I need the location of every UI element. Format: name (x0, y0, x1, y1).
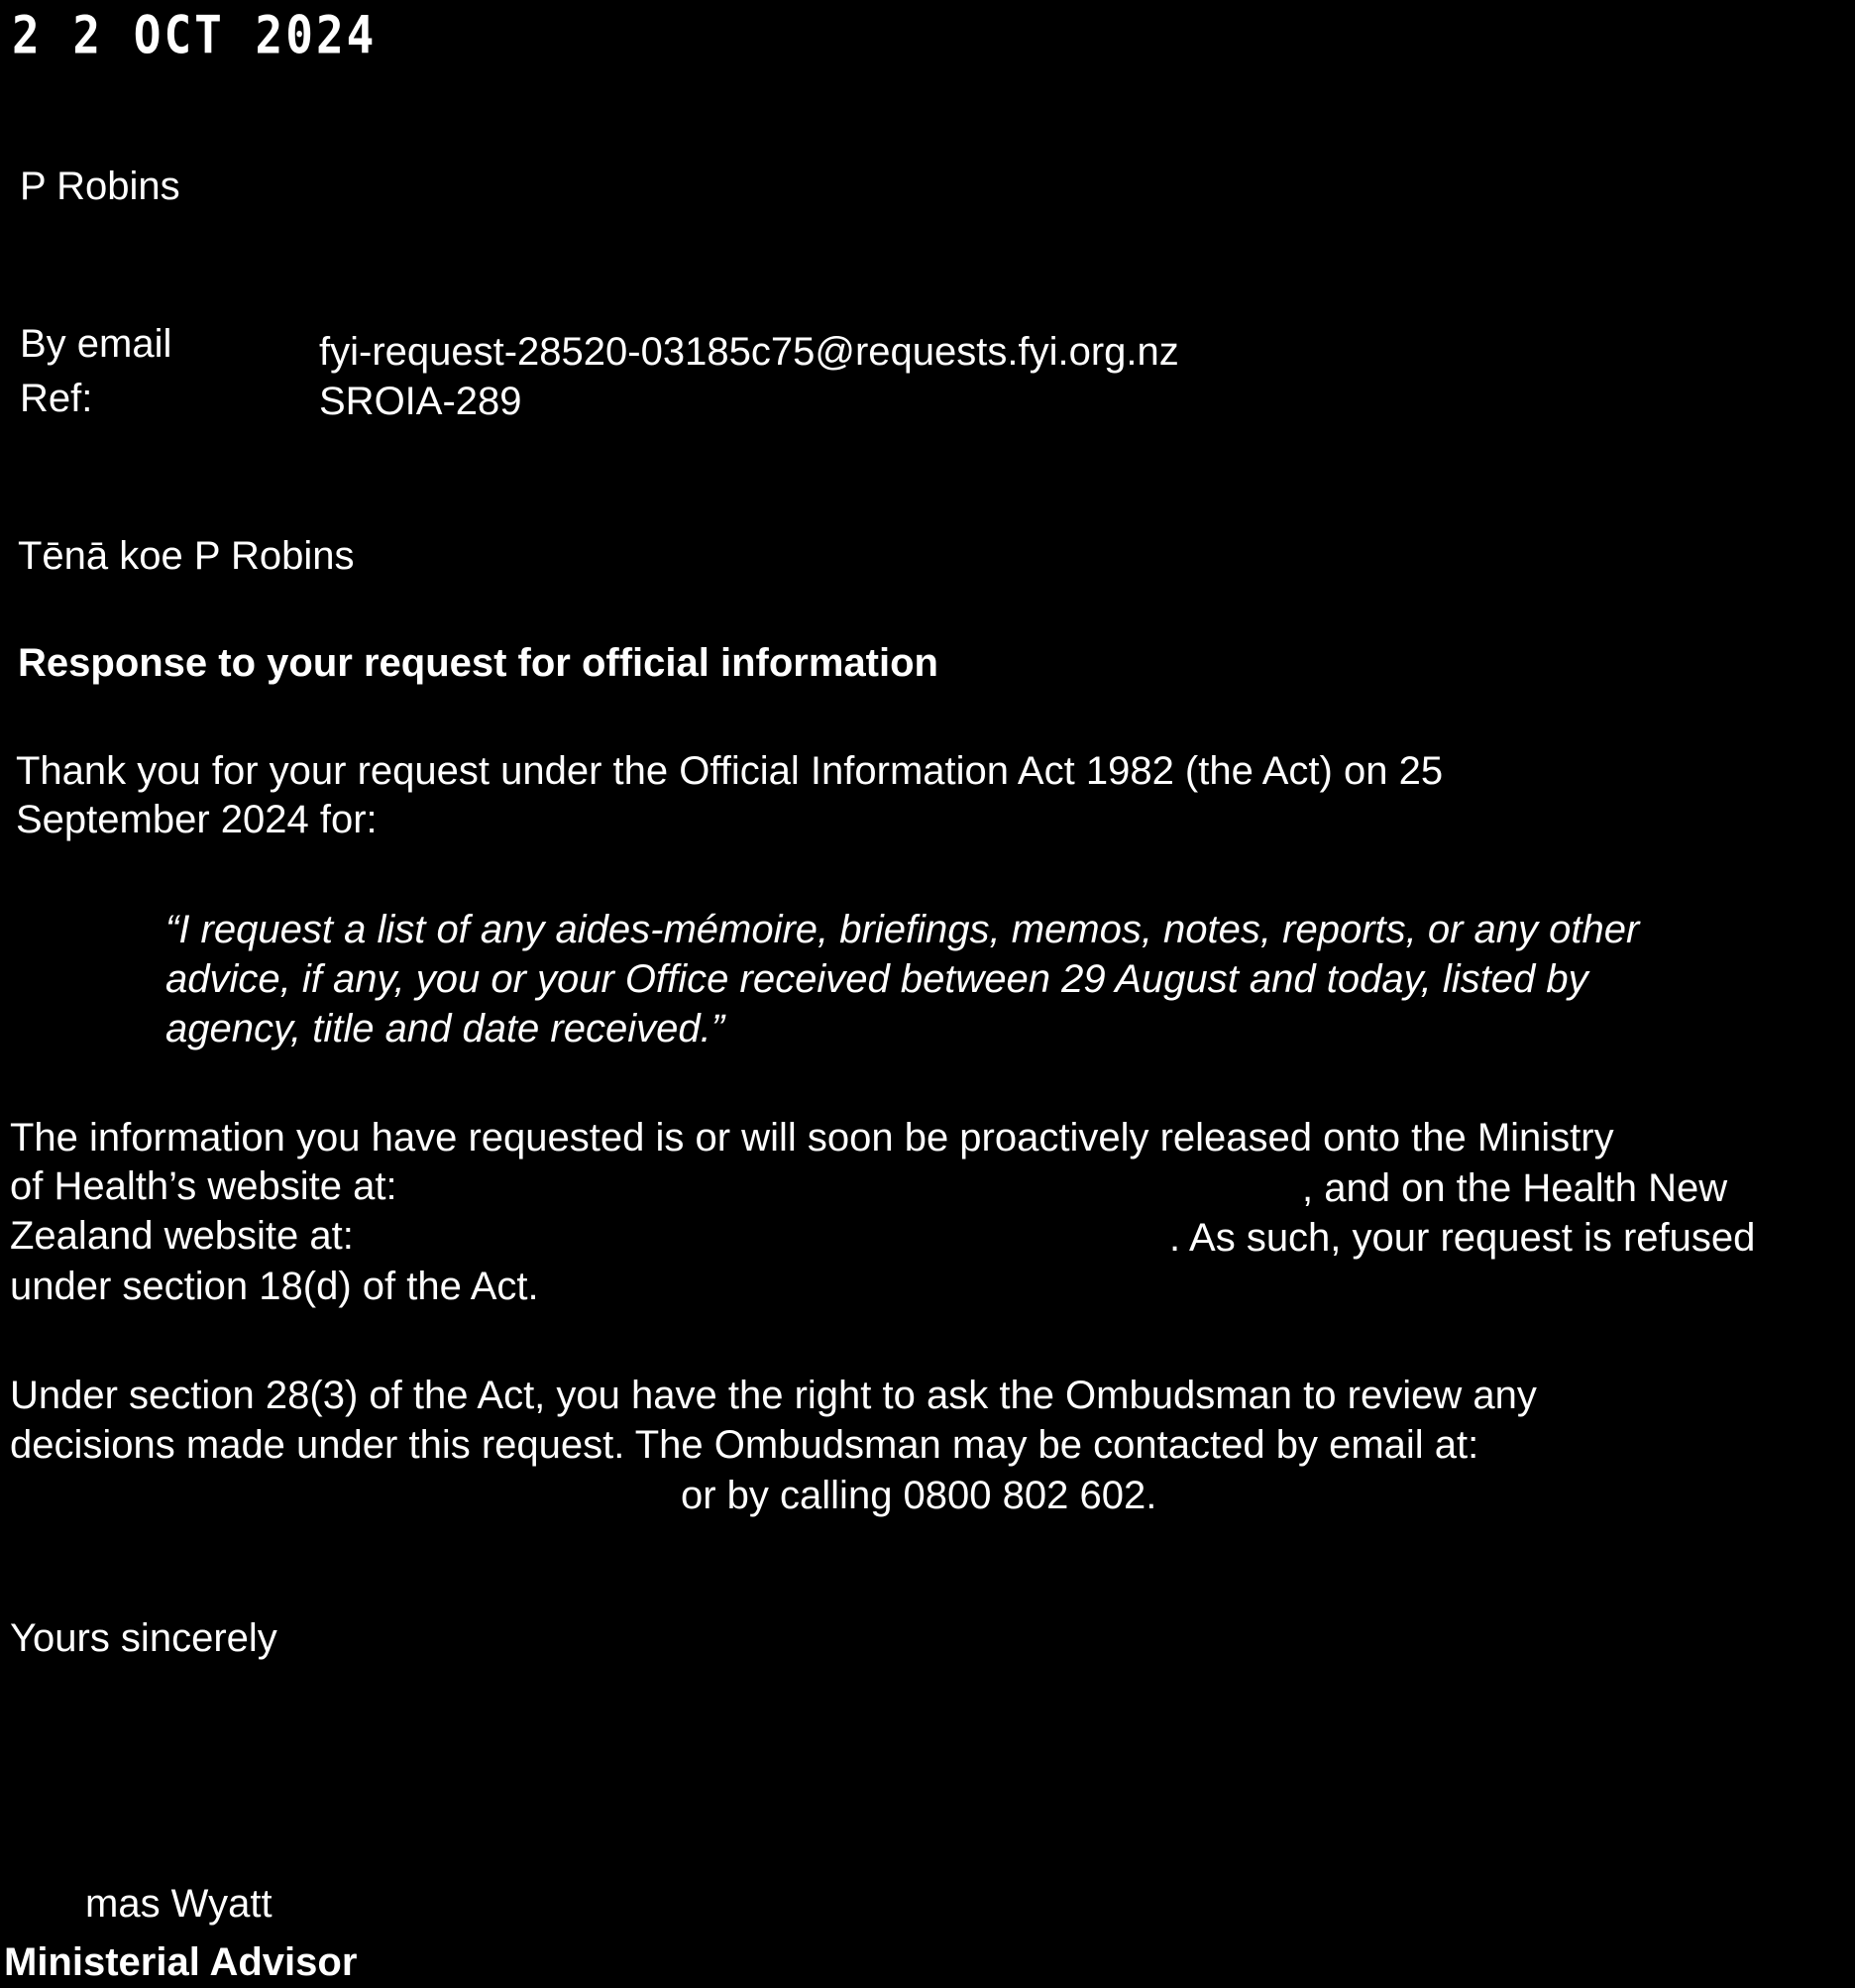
ref-label: Ref: (20, 377, 93, 420)
letter-heading: Response to your request for official information (18, 641, 938, 685)
ombudsman-line-1: Under section 28(3) of the Act, you have the right to ask the Ombudsman to review any (10, 1374, 1537, 1417)
quote-line-2: advice, if any, you or your Office received between 29 August and today, listed by (165, 957, 1588, 1001)
release-line-2-start: of Health’s website at: (10, 1164, 397, 1208)
ref-number: SROIA-289 (319, 380, 522, 423)
salutation: Tēnā koe P Robins (18, 534, 355, 578)
signatory-name: mas Wyatt (85, 1882, 273, 1926)
closing: Yours sincerely (10, 1616, 277, 1660)
release-line-1: The information you have requested is or will soon be proactively released onto the Ministry (10, 1116, 1614, 1160)
release-line-3-start: Zealand website at: (10, 1214, 354, 1258)
email-label: By email (20, 322, 172, 366)
intro-line-2: September 2024 for: (16, 798, 378, 841)
release-line-3-end: . As such, your request is refused (1169, 1216, 1756, 1260)
ombudsman-line-3-end: or by calling 0800 802 602. (681, 1474, 1157, 1517)
recipient-name: P Robins (20, 165, 180, 208)
date-stamp: 2 2 OCT 2024 (12, 4, 378, 66)
intro-line-1: Thank you for your request under the Official Information Act 1982 (the Act) on 25 (16, 749, 1444, 793)
signatory-title: Ministerial Advisor (4, 1940, 358, 1984)
release-line-2-end: , and on the Health New (1302, 1166, 1728, 1210)
quote-line-3: agency, title and date received.” (165, 1007, 725, 1050)
ombudsman-line-2: decisions made under this request. The Ombudsman may be contacted by email at: (10, 1423, 1479, 1467)
release-line-4: under section 18(d) of the Act. (10, 1265, 539, 1308)
quote-line-1: “I request a list of any aides-mémoire, briefings, memos, notes, reports, or any other (165, 908, 1640, 951)
email-address: fyi-request-28520-03185c75@requests.fyi.org.nz (319, 330, 1179, 374)
